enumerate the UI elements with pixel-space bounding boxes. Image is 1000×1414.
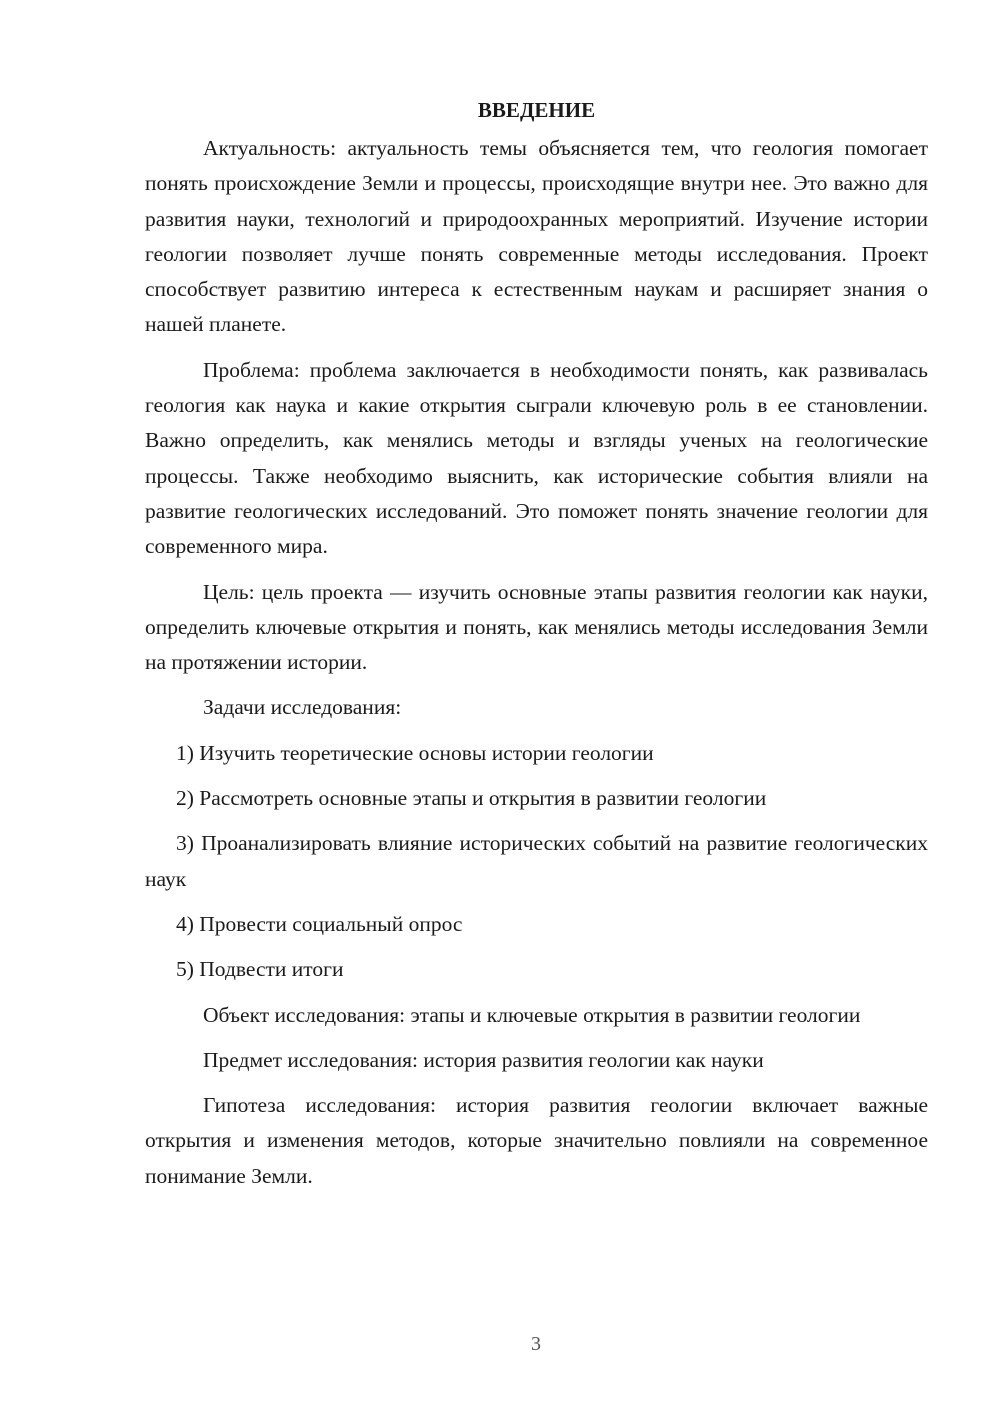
paragraph-goal: Цель: цель проекта — изучить основные этапы развития геологии как науки, определить ключевые открытия и понять, как менялись методы исследования Земли на протяжении истории. (145, 579, 928, 675)
task-item-3: 3) Проанализировать влияние исторических событий на развитие геологических наук (145, 831, 928, 891)
task-item-5: 5) Подвести итоги (176, 957, 344, 982)
tasks-heading: Задачи исследования: (203, 695, 402, 720)
paragraph-object: Объект исследования: этапы и ключевые открытия в развитии геологии (203, 1002, 861, 1027)
paragraph-relevance: Актуальность: актуальность темы объясняется тем, что геология помогает понять происхождение Земли и процессы, происходящие внутри нее. Это важно для развития науки, технологий и природоохранных мероприятий. Изучение истории геологии позволяет лучше понять современные методы исследования. Проект способствует развитию интереса к естественным наукам и расширяет знания о нашей планете. (145, 136, 928, 337)
task-item-2: 2) Рассмотреть основные этапы и открытия в развитии геологии (176, 786, 767, 811)
paragraph-problem: Проблема: проблема заключается в необходимости понять, как развивалась геология как наука и какие открытия сыграли ключевую роль в ее становлении. Важно определить, как менялись методы и взгляды ученых на геологические процессы. Также необходимо выяснить, как исторические события влияли на развитие геологических исследований. Это поможет понять значение геологии для современного мира. (145, 357, 928, 559)
task-item-1: 1) Изучить теоретические основы истории геологии (176, 740, 654, 765)
page-number: 3 (531, 1333, 541, 1355)
paragraph-hypothesis: Гипотеза исследования: история развития геологии включает важные открытия и изменения методов, которые значительно повлияли на современное понимание Земли. (145, 1093, 928, 1188)
document-page (145, 93, 928, 1204)
task-item-4: 4) Провести социальный опрос (176, 911, 463, 936)
paragraph-subject: Предмет исследования: история развития геологии как науки (203, 1047, 764, 1072)
section-title: ВВЕДЕНИЕ (477, 98, 596, 122)
